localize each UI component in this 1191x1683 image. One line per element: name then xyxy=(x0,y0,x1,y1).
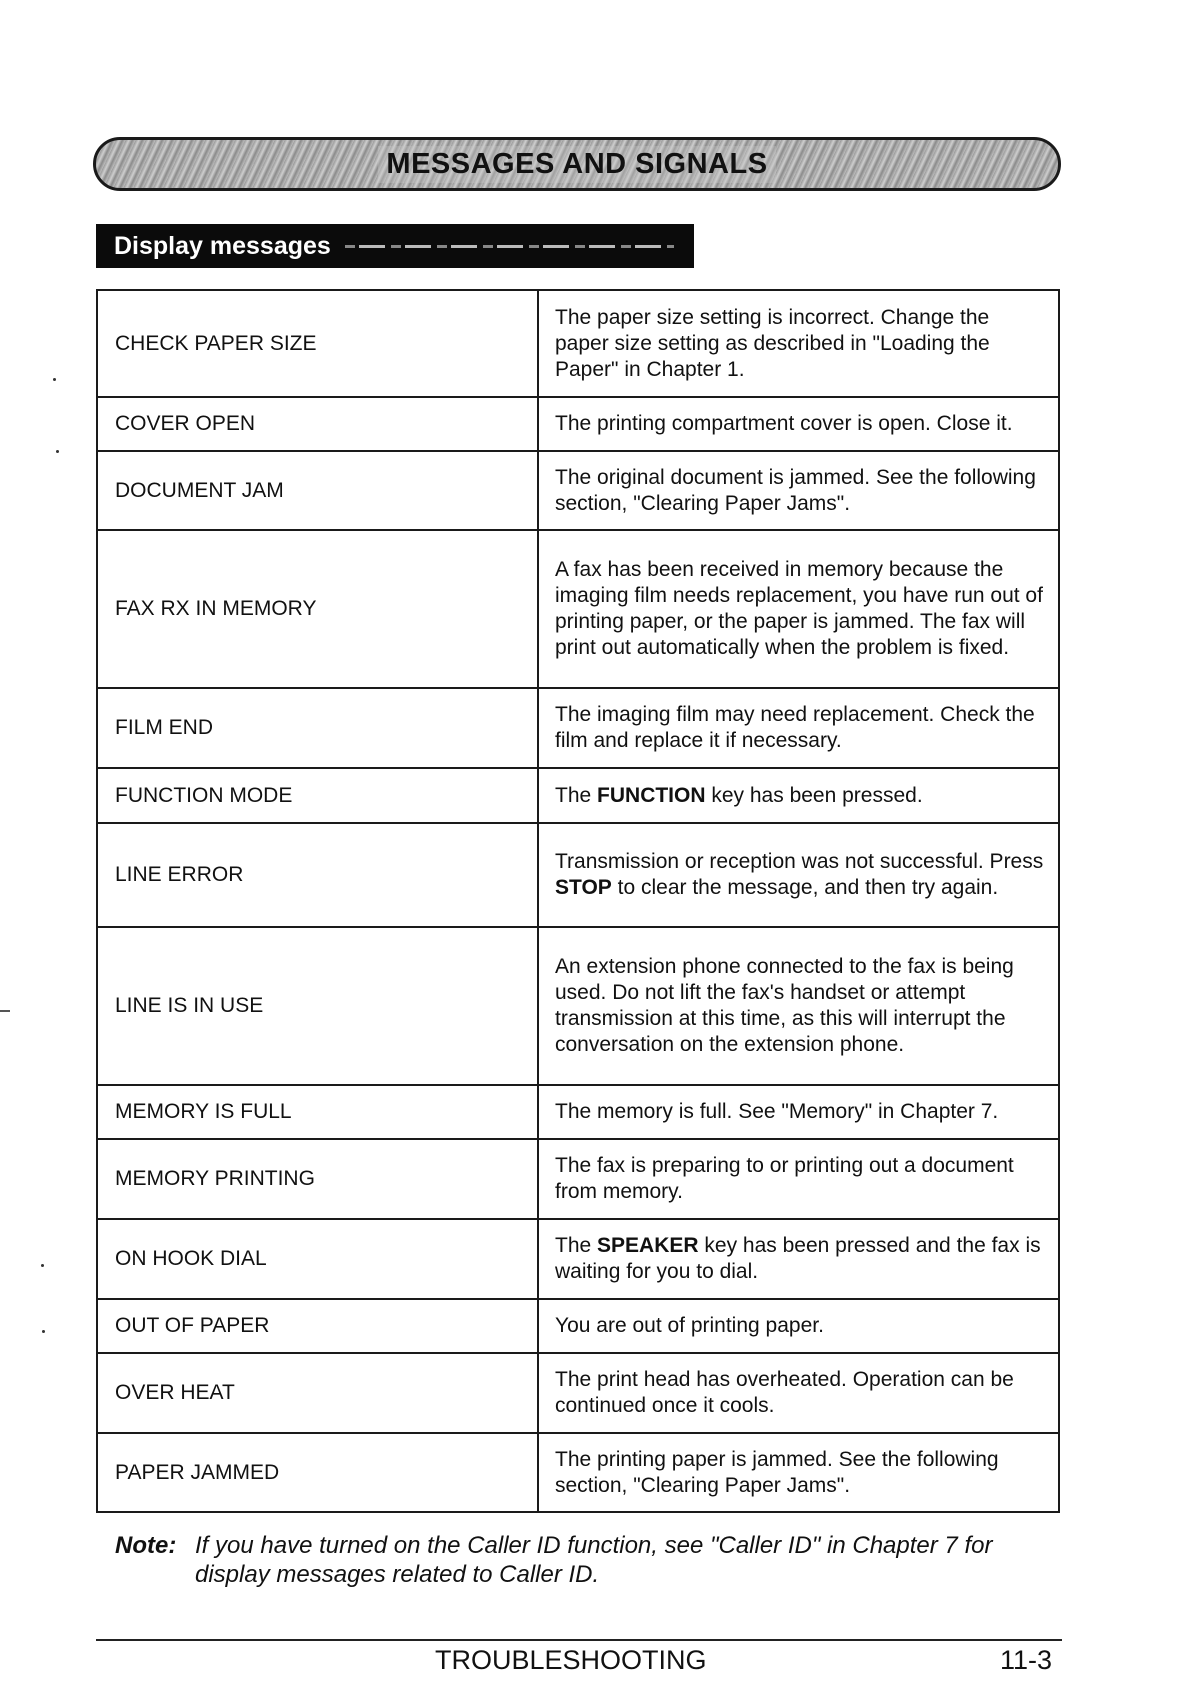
table-row xyxy=(97,768,1059,823)
key-name: SPEAKER xyxy=(597,1234,699,1257)
message-cell: ON HOOK DIAL xyxy=(97,1219,538,1299)
footer-rule xyxy=(96,1639,1062,1641)
note-text: If you have turned on the Caller ID function, see "Caller ID" in Chapter 7 for display messages related to Caller ID. xyxy=(195,1532,993,1588)
message-cell: FUNCTION MODE xyxy=(97,768,538,823)
description-cell xyxy=(538,768,1059,823)
description-text: key has been pressed and the fax is waiting for you to dial. xyxy=(555,1234,1041,1283)
table-row xyxy=(97,688,1059,768)
message-cell: PAPER JAMMED xyxy=(97,1433,538,1512)
message-cell: DOCUMENT JAM xyxy=(97,451,538,530)
scan-speck xyxy=(53,378,56,381)
description-text: The xyxy=(555,1234,598,1257)
scan-speck xyxy=(0,1010,10,1012)
page-number: 11-3 xyxy=(1000,1645,1053,1675)
table-row xyxy=(97,927,1059,1085)
table-row xyxy=(97,1353,1059,1433)
table-row xyxy=(97,1299,1059,1353)
table-row xyxy=(97,530,1059,688)
display-messages-table xyxy=(96,289,1060,1513)
description-text: to clear the message, and then try again. xyxy=(611,876,999,899)
description-cell: The memory is full. See "Memory" in Chapter 7. xyxy=(538,1085,1059,1139)
scan-speck xyxy=(41,1264,44,1267)
description-cell: The fax is preparing to or printing out a document from memory. xyxy=(538,1139,1059,1219)
table-row xyxy=(97,451,1059,530)
chapter-title: MESSAGES AND SIGNALS xyxy=(378,146,775,183)
note-label: Note: xyxy=(115,1532,177,1559)
message-cell: COVER OPEN xyxy=(97,397,538,451)
description-cell: An extension phone connected to the fax is being used. Do not lift the fax's handset or attempt transmission at this time, as this will interrupt the conversation on the extension phone. xyxy=(538,927,1059,1085)
description-cell xyxy=(538,823,1059,927)
message-cell: FAX RX IN MEMORY xyxy=(97,530,538,688)
description-cell: The paper size setting is incorrect. Change the paper size setting as described in "Loading the Paper" in Chapter 1. xyxy=(538,290,1059,397)
description-cell: The original document is jammed. See the following section, "Clearing Paper Jams". xyxy=(538,451,1059,530)
description-cell: The printing paper is jammed. See the following section, "Clearing Paper Jams". xyxy=(538,1433,1059,1512)
message-cell: LINE ERROR xyxy=(97,823,538,927)
key-name: STOP xyxy=(555,876,612,899)
message-cell: CHECK PAPER SIZE xyxy=(97,290,538,397)
key-name: FUNCTION xyxy=(597,783,706,807)
description-text: The xyxy=(555,783,598,807)
message-cell: OVER HEAT xyxy=(97,1353,538,1433)
section-title: Display messages xyxy=(114,231,331,260)
description-cell: The print head has overheated. Operation can be continued once it cools. xyxy=(538,1353,1059,1433)
description-cell: You are out of printing paper. xyxy=(538,1299,1059,1353)
table-row xyxy=(97,1139,1059,1219)
message-cell: OUT OF PAPER xyxy=(97,1299,538,1353)
description-text: key has been pressed. xyxy=(705,783,923,807)
note xyxy=(115,1531,1065,1589)
description-cell: A fax has been received in memory because the imaging film needs replacement, you have run out of printing paper, or the paper is jammed. The fax will print out automatically when the problem is fixed. xyxy=(538,530,1059,688)
table-row xyxy=(97,1433,1059,1512)
table-row xyxy=(97,397,1059,451)
description-cell: The imaging film may need replacement. Check the film and replace it if necessary. xyxy=(538,688,1059,768)
message-cell: FILM END xyxy=(97,688,538,768)
message-cell: MEMORY PRINTING xyxy=(97,1139,538,1219)
section-header xyxy=(96,224,694,268)
description-text: Transmission or reception was not successful. Press xyxy=(555,850,1044,873)
scan-speck xyxy=(42,1330,45,1333)
table-row xyxy=(97,823,1059,927)
message-cell: LINE IS IN USE xyxy=(97,927,538,1085)
section-decorative-rule xyxy=(345,245,674,248)
scan-speck xyxy=(56,450,59,453)
table-row xyxy=(97,290,1059,397)
table-row xyxy=(97,1085,1059,1139)
footer-section-name: TROUBLESHOOTING xyxy=(435,1645,707,1675)
message-cell: MEMORY IS FULL xyxy=(97,1085,538,1139)
description-cell xyxy=(538,1219,1059,1299)
table-row xyxy=(97,1219,1059,1299)
chapter-banner xyxy=(93,137,1061,191)
description-cell: The printing compartment cover is open. Close it. xyxy=(538,397,1059,451)
